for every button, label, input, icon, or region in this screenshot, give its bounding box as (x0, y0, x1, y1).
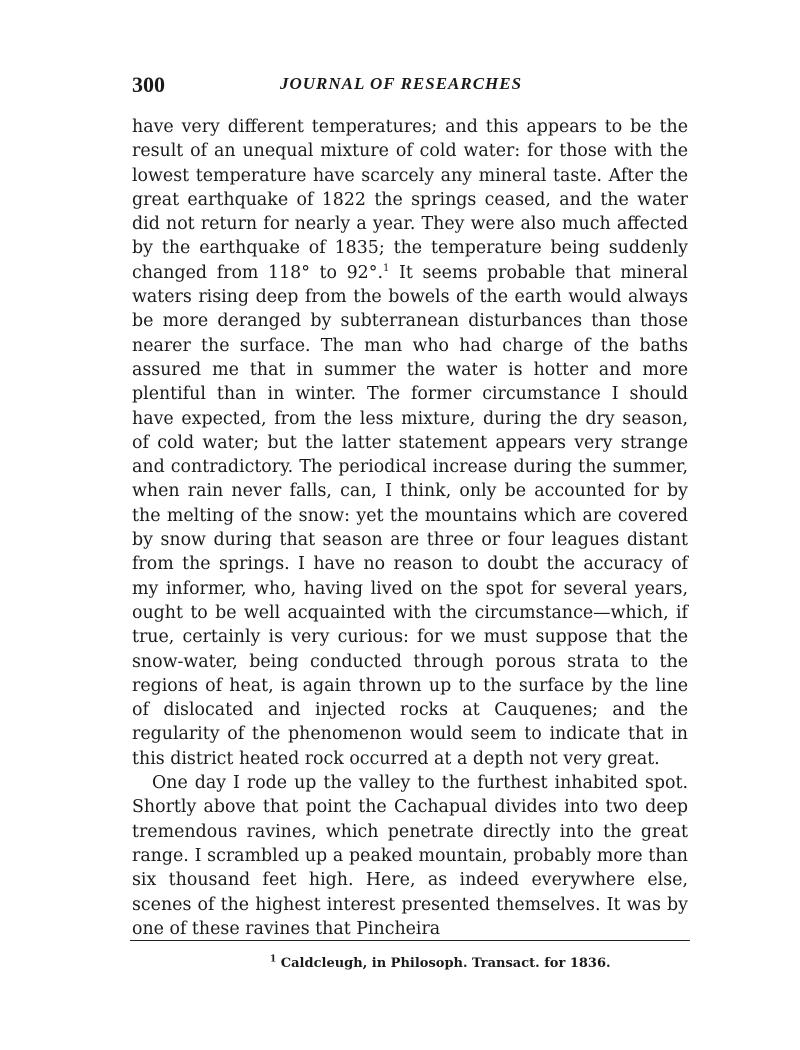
paragraph-1-text-before-note: have very different temperatures; and this appears to be the result of an unequal mixture of cold water: for those with the lowest temperature have scarcely any mineral taste. After the great earthquake of 1822 the springs ceased, and the water did not return for nearly a year. They were also much affected by the earthquake of 1835; the temperature being suddenly changed from 118° to 92°. (132, 117, 688, 283)
paragraph-1-text-after-note: It seems probable that mineral waters rising deep from the bowels of the earth would always be more deranged by subterranean disturbances than those nearer the surface. The man who had charge of the baths assured me that in summer the water is hotter and more plentiful than in winter. The former circumstance I should have expected, from the less mixture, during the dry season, of cold water; but the latter statement appears very strange and contradictory. The periodical increase during the summer, when rain never falls, can, I think, only be accounted for by the melting of the snow: yet the mountains which are covered by snow during that season are three or four leagues distant from the springs. I have no reason to doubt the accuracy of my informer, who, having lived on the spot for several years, ought to be well acquainted with the circumstance—which, if true, certainly is very curious: for we must suppose that the snow-water, being conducted through porous strata to the regions of heat, is again thrown up to the surface by the line of dislocated and injected rocks at Cauquenes; and the regularity of the phenomenon would seem to indicate that in this district heated rock occurred at a depth not very great. (132, 262, 688, 769)
footnote (270, 956, 611, 971)
paragraph-2: One day I rode up the valley to the furthest inhabited spot. Shortly above that point the Cachapual divides into two deep tremendous ravines, which penetrate directly into the great range. I scrambled up a peaked mountain, probably more than six thousand feet high. Here, as indeed everywhere else, scenes of the highest interest presented themselves. It was by one of these ravines that Pincheira (132, 773, 688, 939)
body-text (132, 115, 688, 941)
footnote-reference-mark: 1 (382, 262, 390, 274)
page-number: 300 (132, 72, 165, 97)
page-header (132, 72, 692, 102)
running-head: JOURNAL OF RESEARCHES (280, 74, 523, 93)
footnote-text: Caldcleugh, in Philosoph. Transact. for 1836. (276, 956, 611, 971)
footnote-divider (130, 940, 690, 941)
paragraph-1 (132, 115, 688, 771)
footnote-mark: 1 (270, 954, 277, 965)
